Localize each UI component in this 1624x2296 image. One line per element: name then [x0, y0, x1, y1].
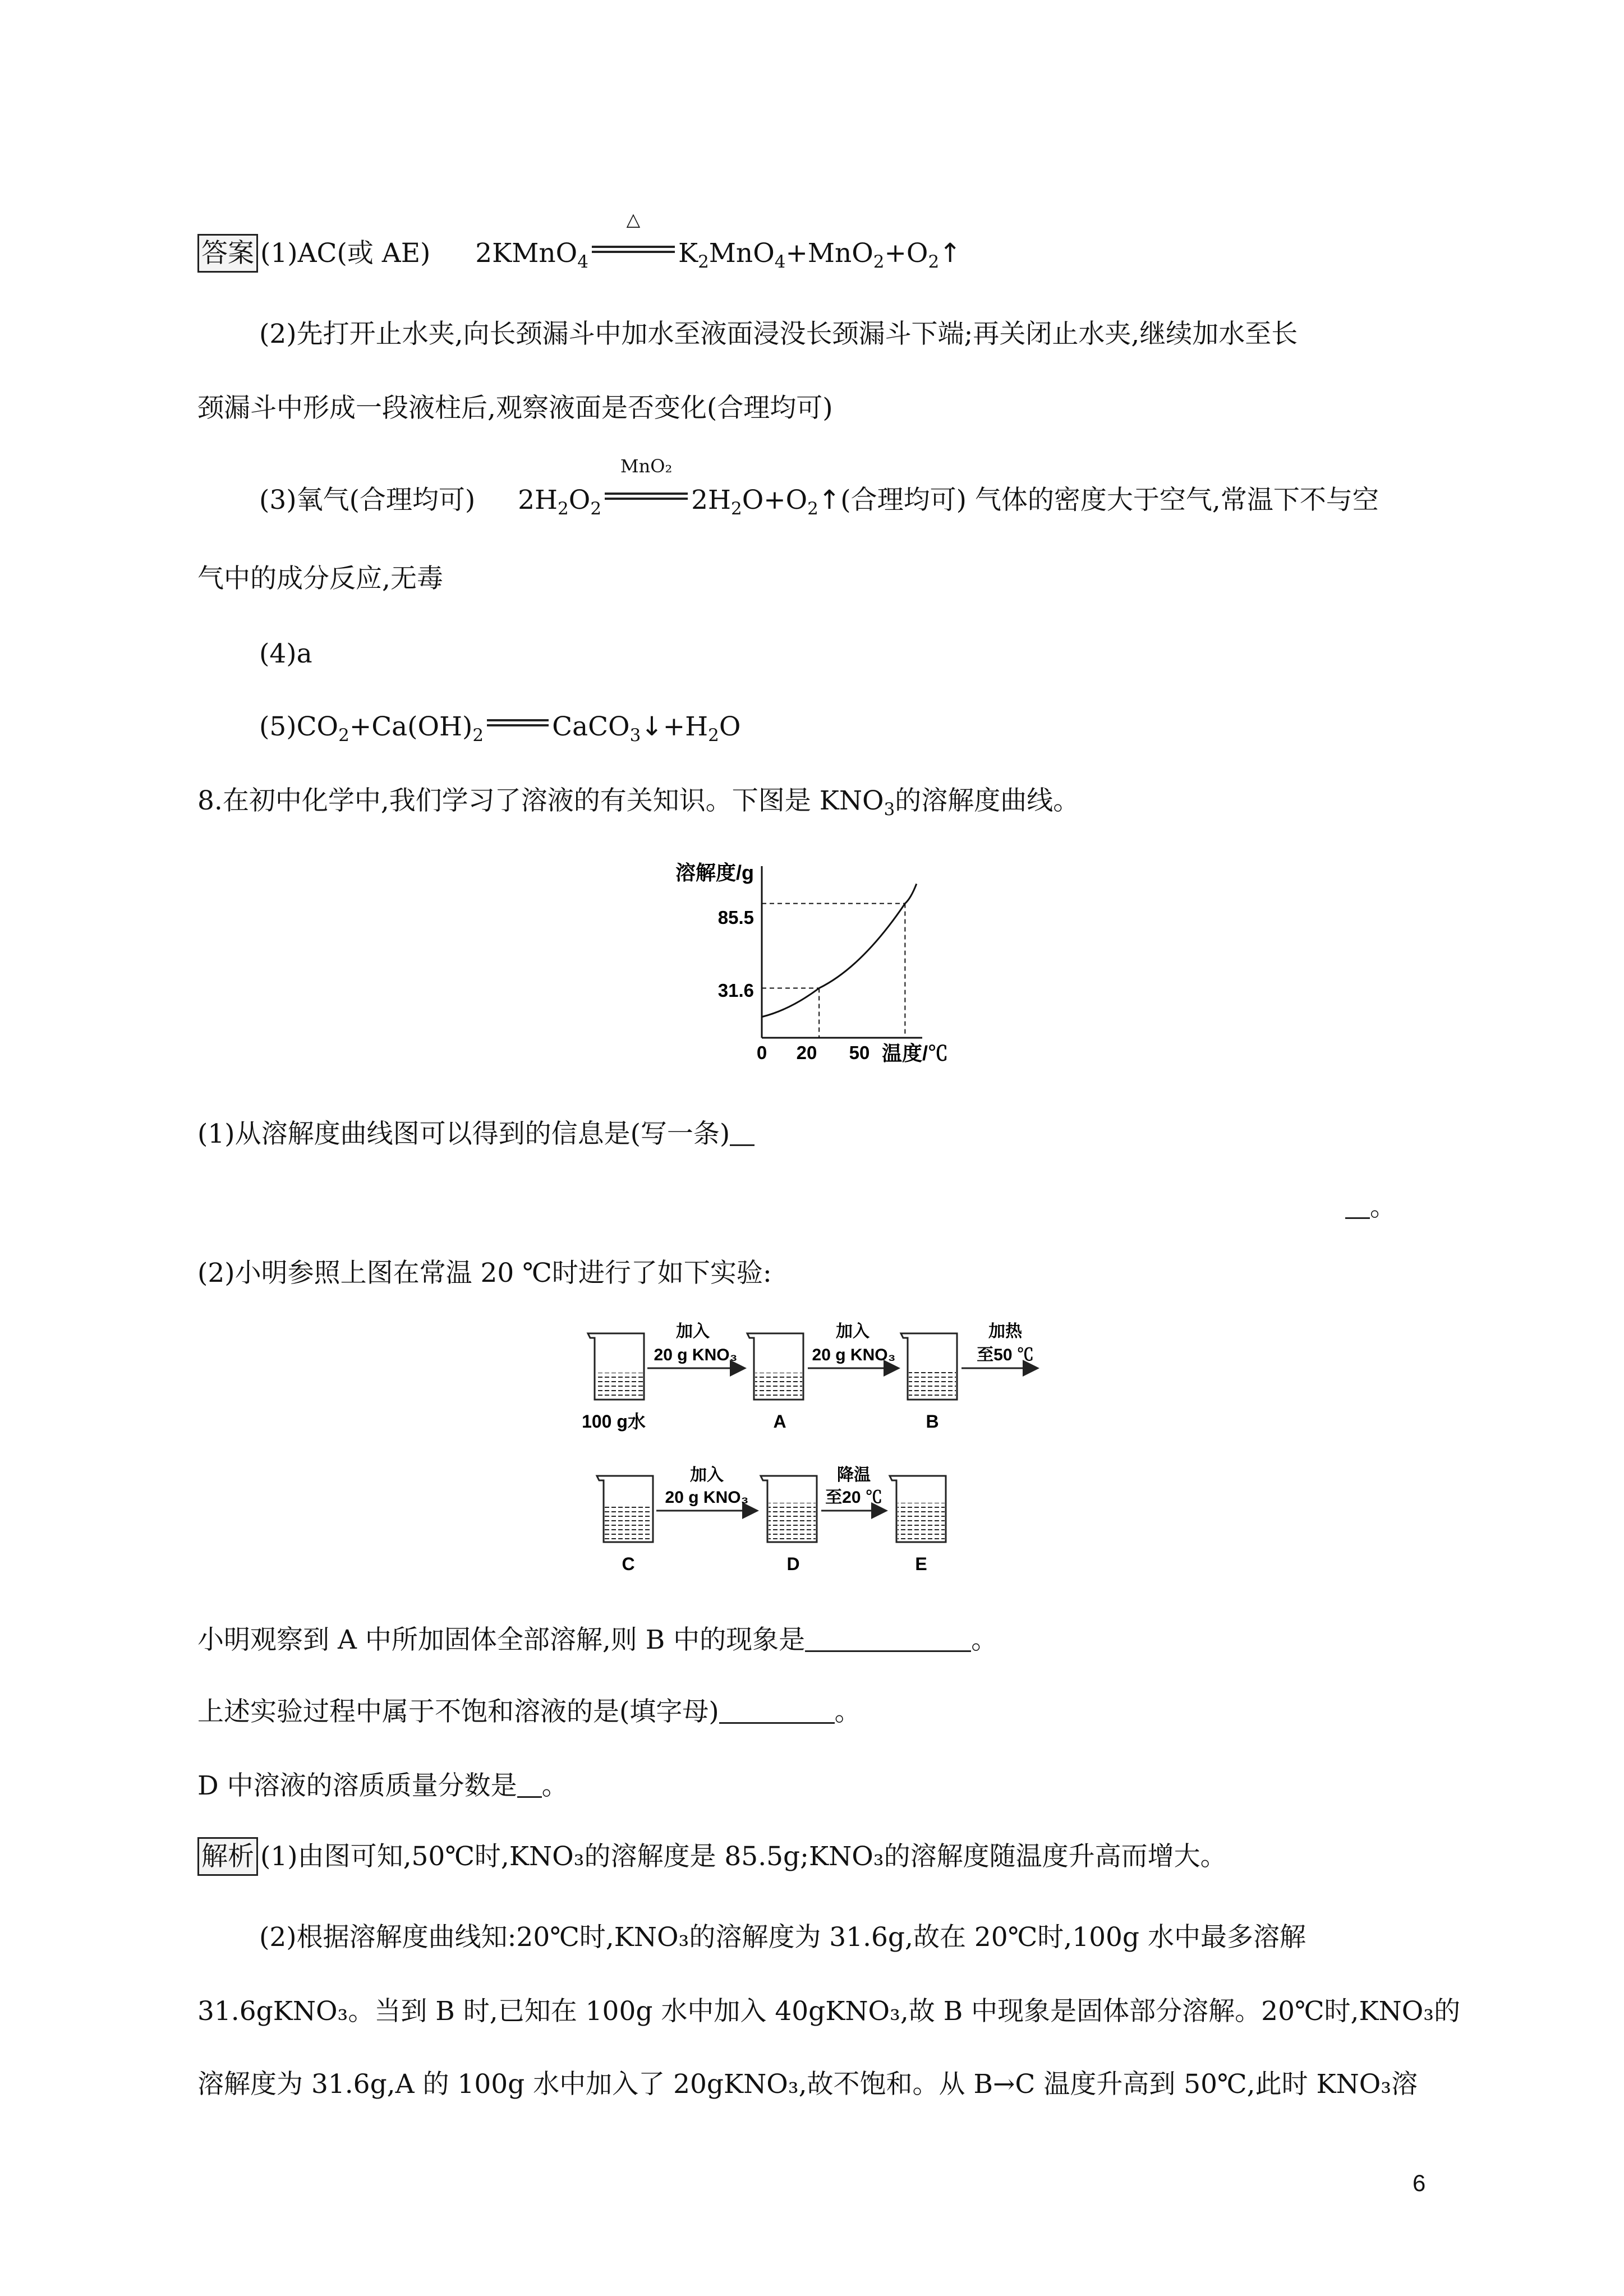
analysis-tag: 解析 [197, 1837, 258, 1876]
eq3-sign [487, 716, 549, 731]
answer-blank-unsaturated[interactable] [719, 1722, 835, 1724]
q8-intro: 8.在初中化学中,我们学习了溶液的有关知识。下图是 $KNO_3$的溶解度曲线。 [197, 785, 1080, 820]
label-water: 100 g水 [582, 1411, 646, 1432]
svg-text:20 g KNO₃: 20 g KNO₃ [812, 1346, 896, 1364]
answer-q1-prefix: (1)AC(或 AE) [260, 238, 431, 269]
analysis-p2-line3: 溶解度为 31.6g,A 的 100g 水中加入了 20gKNO₃,故不饱和。从 B→C 温度升高到 50℃,此时 KNO₃溶 [197, 2069, 1418, 2100]
chart-origin-label: 0 [756, 1042, 767, 1063]
q8-q1: (1)从溶解度曲线图可以得到的信息是(写一条) [197, 1121, 755, 1147]
answer-q2-line2: 颈漏斗中形成一段液柱后,观察液面是否变化(合理均可) [197, 393, 833, 424]
analysis-p2-line1: (2)根据溶解度曲线知:20℃时,KNO₃的溶解度为 31.6g,故在 20℃时,100g 水中最多溶解 [259, 1922, 1306, 1953]
precipitate-down-arrow-icon: ↓ [641, 711, 663, 742]
y-tick-85-5: 85.5 [717, 907, 754, 928]
label-a: A [773, 1411, 786, 1432]
gas-up-arrow-icon: ↑ [939, 238, 961, 269]
beaker-e [890, 1476, 946, 1542]
svg-text:加入: 加入 [690, 1466, 724, 1484]
answer-tag: 答案 [197, 234, 258, 273]
answer-q5-line: $(5)CO_2+Ca(OH)_2$ $CaCO_3↓+H_2O$ [259, 711, 741, 746]
answer-q3-line2: 气中的成分反应,无毒 [197, 563, 443, 594]
y-tick-31-6: 31.6 [717, 980, 754, 1001]
beaker-c [597, 1476, 653, 1542]
catalyst-label: MnO₂ [620, 455, 673, 477]
beaker-b [901, 1333, 957, 1400]
heat-symbol: △ [626, 209, 641, 230]
eq1-sign [592, 209, 675, 257]
experiment-diagram [578, 1321, 1060, 1590]
svg-text:20 g KNO₃: 20 g KNO₃ [654, 1346, 738, 1364]
q8-q2: (2)小明参照上图在常温 20 ℃时进行了如下实验: [197, 1258, 772, 1289]
chart-xlabel: 温度/℃ [882, 1042, 949, 1065]
svg-text:降温: 降温 [837, 1466, 871, 1484]
svg-text:至50 ℃: 至50 ℃ [977, 1346, 1034, 1364]
analysis-p1: 解析 (1)由图可知,50℃时,KNO₃的溶解度是 85.5g;KNO₃的溶解度随温度升高而增大。 [197, 1843, 1227, 1870]
beaker-d [761, 1476, 817, 1542]
chart-ylabel: 溶解度/g [675, 861, 754, 884]
solubility-chart [668, 853, 970, 1070]
svg-text:20 g KNO₃: 20 g KNO₃ [665, 1488, 749, 1507]
answer-q3-line: (3)氧气(合理均可) $2H_2O_2$ MnO₂ $2H_2O+O_2↑$(合理均可) 气体的密度大于空气,常温下不与空 [259, 455, 1379, 519]
analysis-p2-line2: 31.6gKNO₃。当到 B 时,已知在 100g 水中加入 40gKNO₃,故 B 中现象是固体部分溶解。20℃时,KNO₃的 [197, 1996, 1461, 2027]
answer-q4: (4)a [259, 638, 312, 669]
eq2-sign [605, 455, 688, 504]
q8-obs-c: D 中溶液的溶质质量分数是 。 [197, 1770, 568, 1801]
answer-q1-line: 答案 (1)AC(或 AE) 2KMnO$_4$ △ $K_2MnO_4+MnO_2+O_2↑$ [197, 240, 961, 271]
eq1-left: 2KMnO [475, 238, 578, 269]
answer-q2-line1: (2)先打开止水夹,向长颈漏斗中加水至液面浸没长颈漏斗下端;再关闭止水夹,继续加水至长 [259, 319, 1298, 349]
x-tick-20: 20 [796, 1042, 817, 1063]
svg-text:加热: 加热 [988, 1322, 1022, 1341]
svg-text:加入: 加入 [676, 1322, 710, 1341]
answer-blank-q1a[interactable] [730, 1144, 755, 1146]
answer-blank-b-phenomenon[interactable] [805, 1650, 971, 1652]
q8-obs-a: 小明观察到 A 中所加固体全部溶解,则 B 中的现象是 。 [197, 1625, 998, 1655]
answer-blank-q1b[interactable] [1345, 1217, 1370, 1219]
page-number: 6 [1413, 2170, 1426, 2196]
answer-blank-mass-fraction[interactable] [517, 1796, 542, 1798]
svg-text:加入: 加入 [836, 1322, 869, 1341]
svg-text:至20 ℃: 至20 ℃ [825, 1488, 882, 1507]
gas-up-arrow-icon: ↑ [818, 485, 841, 516]
beaker-a [747, 1333, 803, 1400]
label-e: E [915, 1554, 927, 1574]
q8-q1-end: 。 [1345, 1194, 1396, 1220]
q8-obs-b: 上述实验过程中属于不饱和溶液的是(填字母) 。 [197, 1696, 861, 1727]
label-b: B [926, 1411, 939, 1432]
beaker-water [588, 1333, 644, 1400]
solubility-curve [762, 884, 917, 1017]
x-tick-50: 50 [849, 1042, 870, 1063]
label-d: D [786, 1554, 800, 1574]
label-c: C [622, 1554, 635, 1574]
